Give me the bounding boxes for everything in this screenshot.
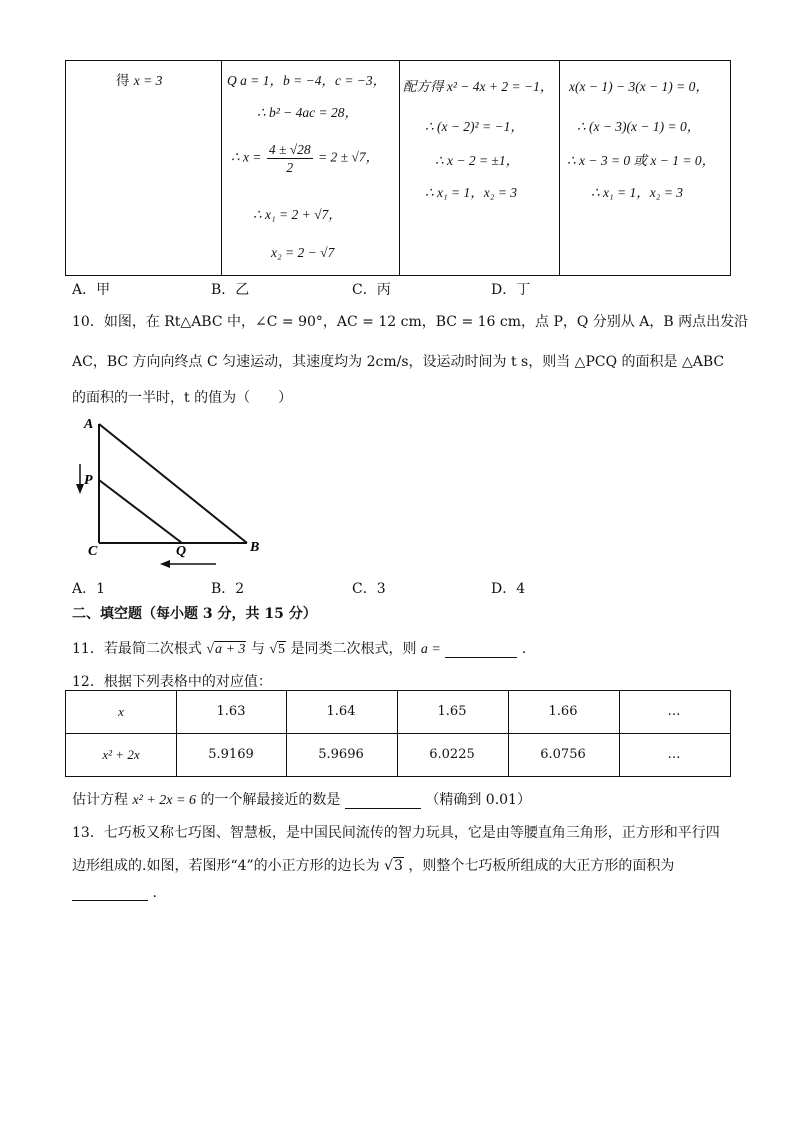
- col2-fraction: [267, 141, 313, 176]
- q10-option-d[interactable]: D．4: [491, 581, 526, 597]
- solution-col-jia: [66, 61, 222, 275]
- solution-col-bing: [399, 61, 560, 275]
- values-table-row-divider: [66, 733, 730, 734]
- solution-table: [65, 60, 731, 276]
- arrow-left-icon: [160, 560, 170, 568]
- q11-radical-1: a + 3: [214, 642, 246, 657]
- values-table: [65, 690, 731, 777]
- solution-col-yi: [221, 61, 400, 275]
- col4-line2: ∴ (x − 3)(x − 1) = 0，: [577, 119, 701, 134]
- q12-answer-blank[interactable]: [345, 808, 421, 809]
- fraction-numerator: 4 ± √28: [268, 142, 311, 157]
- table-cell: x² + 2x: [102, 747, 140, 762]
- q12-estimate-prefix: 估计方程: [72, 792, 128, 808]
- triangle-figure: [70, 412, 270, 574]
- fraction-denominator: 2: [286, 160, 294, 175]
- q12-equation: x² + 2x = 6: [132, 793, 196, 808]
- col2-line3-suffix: = 2 ± √7，: [318, 149, 380, 165]
- q13-end: .: [152, 885, 157, 901]
- col2-line3: [231, 141, 379, 176]
- label-c: C: [88, 544, 98, 559]
- q11-radical-2: 5: [278, 642, 286, 657]
- q10-option-b[interactable]: B．2: [211, 581, 245, 597]
- table-cell: 1.65: [437, 704, 467, 719]
- q10-line2: AC，BC 方向向终点 C 匀速运动，其速度均为 2cm/s，设运动时间为 t s，则当 △PCQ 的面积是 △ABC: [72, 354, 725, 370]
- q10-line3: 的面积的一半时，t 的值为（ ）: [72, 390, 293, 406]
- q12-estimate: [72, 789, 531, 809]
- table-cell: 1.64: [326, 704, 356, 719]
- q13-answer-blank[interactable]: [72, 900, 148, 901]
- q11-prefix: 11．若最简二次根式: [72, 641, 202, 657]
- col1-line1: [116, 69, 162, 89]
- table-cell: x: [118, 704, 124, 719]
- q11-suffix: 是同类二次根式，则: [290, 641, 417, 657]
- q12-estimate-suffix: （精确到 0.01）: [425, 792, 531, 808]
- col3-line1: 配方得 x² − 4x + 2 = −1，: [403, 79, 554, 94]
- q9-option-a[interactable]: A．甲: [72, 282, 111, 298]
- q10-option-a[interactable]: A．1: [72, 581, 106, 597]
- col2-line2: ∴ b² − 4ac = 28，: [257, 105, 358, 120]
- arrow-down-icon: [76, 484, 84, 494]
- q9-option-c[interactable]: C．丙: [352, 282, 391, 298]
- col4-line1: x(x − 1) − 3(x − 1) = 0，: [569, 79, 709, 94]
- col3-line2: ∴ (x − 2)² = −1，: [425, 119, 524, 134]
- q12-estimate-mid: 的一个解最接近的数是: [200, 792, 341, 808]
- q9-option-b[interactable]: B．乙: [211, 282, 250, 298]
- table-cell: 1.63: [216, 704, 246, 719]
- segment-pq: [99, 480, 182, 543]
- q11-end: .: [521, 641, 527, 657]
- q11: 11．若最简二次根式 √a + 3 与 √5 是同类二次根式，则 a = .: [72, 641, 527, 657]
- col1-text: 得: [116, 73, 130, 89]
- q13-line1: 13．七巧板又称七巧图、智慧板，是中国民间流传的智力玩具，它是由等腰直角三角形，正方形和平行四: [72, 825, 720, 841]
- col4-line4: ∴ x₁ = 1，x₂ = 3: [591, 185, 684, 200]
- label-p: P: [84, 473, 93, 488]
- col2-line4: ∴ x₁ = 2 + √7，: [253, 207, 342, 222]
- label-b: B: [250, 540, 260, 555]
- q11-mid: 与: [250, 641, 265, 657]
- section-2-heading: 二、填空题（每小题 3 分，共 15 分）: [72, 606, 317, 622]
- table-cell: 5.9696: [318, 747, 364, 762]
- q12-intro: 12．根据下列表格中的对应值：: [72, 674, 272, 690]
- q10-line1: 10．如图，在 Rt△ABC 中，∠C = 90°，AC = 12 cm，BC = 16 cm，点 P，Q 分别从 A，B 两点出发沿: [72, 314, 749, 330]
- table-cell: 1.66: [548, 704, 578, 719]
- table-cell: …: [667, 704, 681, 719]
- q11-var: a =: [420, 642, 441, 657]
- col2-line1: Q a = 1，b = −4，c = −3，: [227, 73, 387, 88]
- solution-col-ding: [559, 61, 730, 275]
- side-ab: [99, 424, 247, 543]
- col3-line3: ∴ x − 2 = ±1，: [435, 153, 520, 168]
- table-cell: …: [667, 747, 681, 762]
- q10-option-c[interactable]: C．3: [352, 581, 386, 597]
- label-a: A: [84, 417, 94, 432]
- col3-line4: ∴ x₁ = 1，x₂ = 3: [425, 185, 518, 200]
- q13-line2-suffix: ，则整个七巧板所组成的大正方形的面积为: [408, 858, 675, 874]
- col2-line5: x₂ = 2 − √7: [271, 245, 335, 260]
- q13-line3: [72, 885, 157, 901]
- label-q: Q: [176, 544, 187, 559]
- table-cell: 5.9169: [208, 747, 254, 762]
- table-cell: 6.0756: [540, 747, 586, 762]
- table-cell: 6.0225: [429, 747, 475, 762]
- col4-line3: ∴ x − 3 = 0 或 x − 1 = 0，: [567, 153, 716, 168]
- q13-radical: 3: [394, 858, 403, 874]
- q11-answer-blank[interactable]: [445, 657, 517, 658]
- col2-line3-prefix: ∴ x =: [231, 149, 262, 165]
- q9-option-d[interactable]: D．丁: [491, 282, 531, 298]
- q13-line2: 边形组成的.如图，若图形“4”的小正方形的边长为 √3 ，则整个七巧板所组成的大正方形的面积为: [72, 858, 675, 874]
- col1-math: x = 3: [133, 73, 163, 88]
- q13-line2-prefix: 边形组成的.如图，若图形“4”的小正方形的边长为: [72, 858, 380, 874]
